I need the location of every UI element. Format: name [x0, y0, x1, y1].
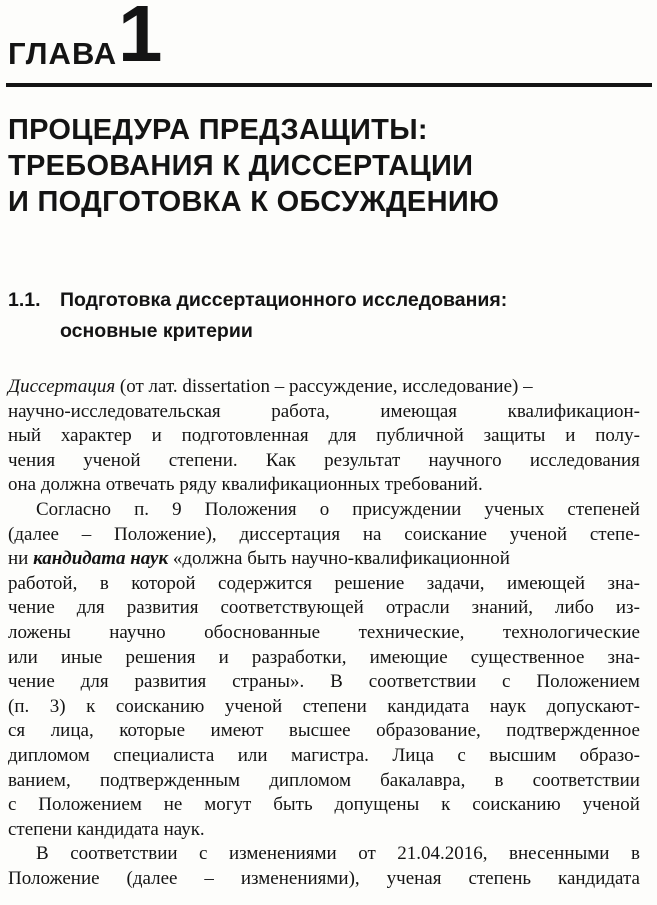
text-line [8, 498, 640, 523]
word: с [199, 843, 208, 865]
word: Согласно [36, 498, 112, 520]
word: к [86, 695, 96, 717]
word: страны». [232, 671, 305, 693]
word: быть [273, 794, 313, 816]
word: магистра. [290, 744, 369, 766]
chapter-header [6, 0, 646, 78]
word: к [441, 794, 451, 816]
word: соответствии [368, 671, 477, 693]
word: Положением [38, 794, 142, 816]
word: развития [134, 671, 207, 693]
text-line [8, 646, 640, 671]
word: либо [555, 597, 594, 619]
word: или [8, 646, 38, 668]
word: кандидата [387, 695, 470, 717]
word: которые [119, 720, 186, 742]
word: научно [109, 621, 166, 643]
word: Лица [392, 744, 434, 766]
word: ученой [83, 449, 141, 471]
word: имеют [210, 720, 264, 742]
word: соисканию [472, 794, 561, 816]
word: – [81, 523, 92, 545]
word: и [151, 425, 162, 447]
word: изменениями [228, 843, 337, 865]
word: (далее [8, 523, 59, 545]
term-dissertation: Диссертация [8, 376, 116, 397]
word: ложены [8, 621, 71, 643]
word: результат [324, 449, 401, 471]
word: решения [125, 646, 196, 668]
word: технологические [502, 621, 640, 643]
word: имеющей [507, 572, 586, 594]
word: решение [334, 572, 405, 594]
word: 9 [172, 498, 182, 520]
word: (п. [8, 695, 30, 717]
word: кандидата [558, 867, 640, 889]
word: о [319, 498, 330, 520]
chapter-number: 1 [118, 0, 163, 78]
word: соответствии [532, 769, 640, 791]
word: отрасли [385, 597, 450, 619]
section-number: 1.1. [8, 289, 41, 311]
text-line [8, 842, 640, 867]
word: ся [8, 720, 26, 742]
text-line [8, 375, 640, 400]
word: в [494, 769, 504, 791]
chapter-title-line: ПРОЦЕДУРА ПРЕДЗАЩИТЫ: [8, 114, 428, 146]
text-line [8, 719, 640, 744]
word: зна- [607, 572, 640, 594]
word: или [237, 744, 268, 766]
word: для [80, 671, 109, 693]
word: соответствующей [220, 597, 364, 619]
word: чения [8, 449, 56, 471]
word: характер [60, 425, 132, 447]
word: с [502, 671, 511, 693]
text-span: ни [8, 548, 29, 570]
text-line: степени кандидата наук. [8, 818, 205, 840]
word: иные [60, 646, 103, 668]
word: научного [428, 449, 502, 471]
section-title-line: Подготовка диссертационного исследования: [60, 289, 508, 311]
word: разработки, [251, 646, 347, 668]
word: подготовленная [181, 425, 309, 447]
word: специалиста [113, 744, 215, 766]
word: в [99, 572, 109, 594]
word: допущены [334, 794, 420, 816]
chapter-title-line: ТРЕБОВАНИЯ К ДИССЕРТАЦИИ [8, 150, 474, 182]
word: подтвержденным [99, 769, 241, 791]
word: знаний, [471, 597, 534, 619]
word: Положением [536, 671, 640, 693]
word: имеющие [369, 646, 448, 668]
word: на [362, 523, 382, 545]
word: от [358, 843, 376, 865]
text-line [8, 547, 640, 572]
word: существенное [470, 646, 585, 668]
word: в [630, 843, 640, 865]
text-line [8, 449, 640, 474]
word: допускают- [546, 695, 640, 717]
word: для [328, 425, 357, 447]
word: присуждении [352, 498, 462, 520]
word: соискание [404, 523, 487, 545]
word: высшее [288, 720, 351, 742]
text-span: (от лат. dissertation – рассуждение, исследование) – [119, 376, 533, 397]
word: содержится [218, 572, 313, 594]
word: задачи, [426, 572, 485, 594]
text-line [8, 744, 640, 769]
word: которой [131, 572, 196, 594]
word: ученая [386, 867, 442, 889]
word: высшим [489, 744, 557, 766]
word: с [8, 794, 17, 816]
word: степени [302, 695, 367, 717]
word: наук [489, 695, 527, 717]
text-line [8, 572, 640, 597]
word: степень [468, 867, 532, 889]
word: исследования [529, 449, 640, 471]
section-title-line: основные критерии [60, 320, 253, 342]
chapter-divider [6, 83, 652, 87]
word: диссертация [239, 523, 341, 545]
word: изменениями), [240, 867, 360, 889]
text-line [8, 695, 640, 720]
word: не [163, 794, 183, 816]
section-heading [8, 285, 638, 347]
text-line: она должна отвечать ряду квалификационных требований. [8, 474, 483, 496]
word: и [218, 646, 229, 668]
word: работой, [8, 572, 78, 594]
text-line [8, 769, 640, 794]
word: могут [204, 794, 252, 816]
word: образование, [376, 720, 481, 742]
word: технические, [358, 621, 465, 643]
word: дипломом [269, 769, 352, 791]
word: степе- [589, 523, 640, 545]
word: степени. [168, 449, 238, 471]
word: 3) [49, 695, 66, 717]
word: защиты [483, 425, 546, 447]
text-line [8, 621, 640, 646]
word: публичной [376, 425, 464, 447]
word: Положение), [114, 523, 217, 545]
word: 21.04.2016, [397, 843, 488, 865]
word: чение [8, 597, 55, 619]
word: дипломом [8, 744, 90, 766]
chapter-title [8, 112, 638, 220]
word: – [204, 867, 214, 889]
word: Положения [204, 498, 297, 520]
text-line [8, 867, 640, 892]
chapter-title-line: И ПОДГОТОВКА К ОБСУЖДЕНИЮ [8, 186, 500, 218]
word: ученой [582, 794, 640, 816]
word: с [457, 744, 466, 766]
text-line [8, 523, 640, 548]
word: зна- [607, 646, 640, 668]
word: внесенными [509, 843, 610, 865]
word: В [330, 671, 343, 693]
word: для [76, 597, 105, 619]
word: обоснованные [204, 621, 321, 643]
word: ученой [509, 523, 568, 545]
word: чение [8, 671, 55, 693]
term-candidate: кандидата наук [33, 548, 169, 570]
word: полу- [595, 425, 640, 447]
word: п. [134, 498, 150, 520]
word: научно-исследовательская [8, 400, 221, 422]
word: подтвержденное [506, 720, 640, 742]
body-text [8, 375, 640, 891]
word: образо- [579, 744, 640, 766]
word: соответствии [70, 843, 178, 865]
text-line [8, 793, 640, 818]
word: ученой [224, 695, 283, 717]
word: В [36, 843, 49, 865]
word: Как [265, 449, 296, 471]
text-line [8, 596, 640, 621]
word: Положение [8, 867, 100, 889]
text-span: «должна быть научно-квалификационной [172, 548, 510, 570]
text-line [8, 400, 640, 425]
word: ученых [484, 498, 545, 520]
word: квалификацион- [507, 400, 640, 422]
text-line [8, 670, 640, 695]
word: ный [8, 425, 42, 447]
word: ванием, [8, 769, 71, 791]
word: и [565, 425, 576, 447]
word: работа, [271, 400, 330, 422]
word: соисканию [115, 695, 205, 717]
chapter-label: ГЛАВА [8, 36, 118, 71]
text-line [8, 424, 640, 449]
word: имеющая [380, 400, 458, 422]
word: из- [615, 597, 640, 619]
word: (далее [126, 867, 178, 889]
word: степеней [567, 498, 640, 520]
word: бакалавра, [380, 769, 466, 791]
word: развития [126, 597, 199, 619]
word: лица, [50, 720, 94, 742]
